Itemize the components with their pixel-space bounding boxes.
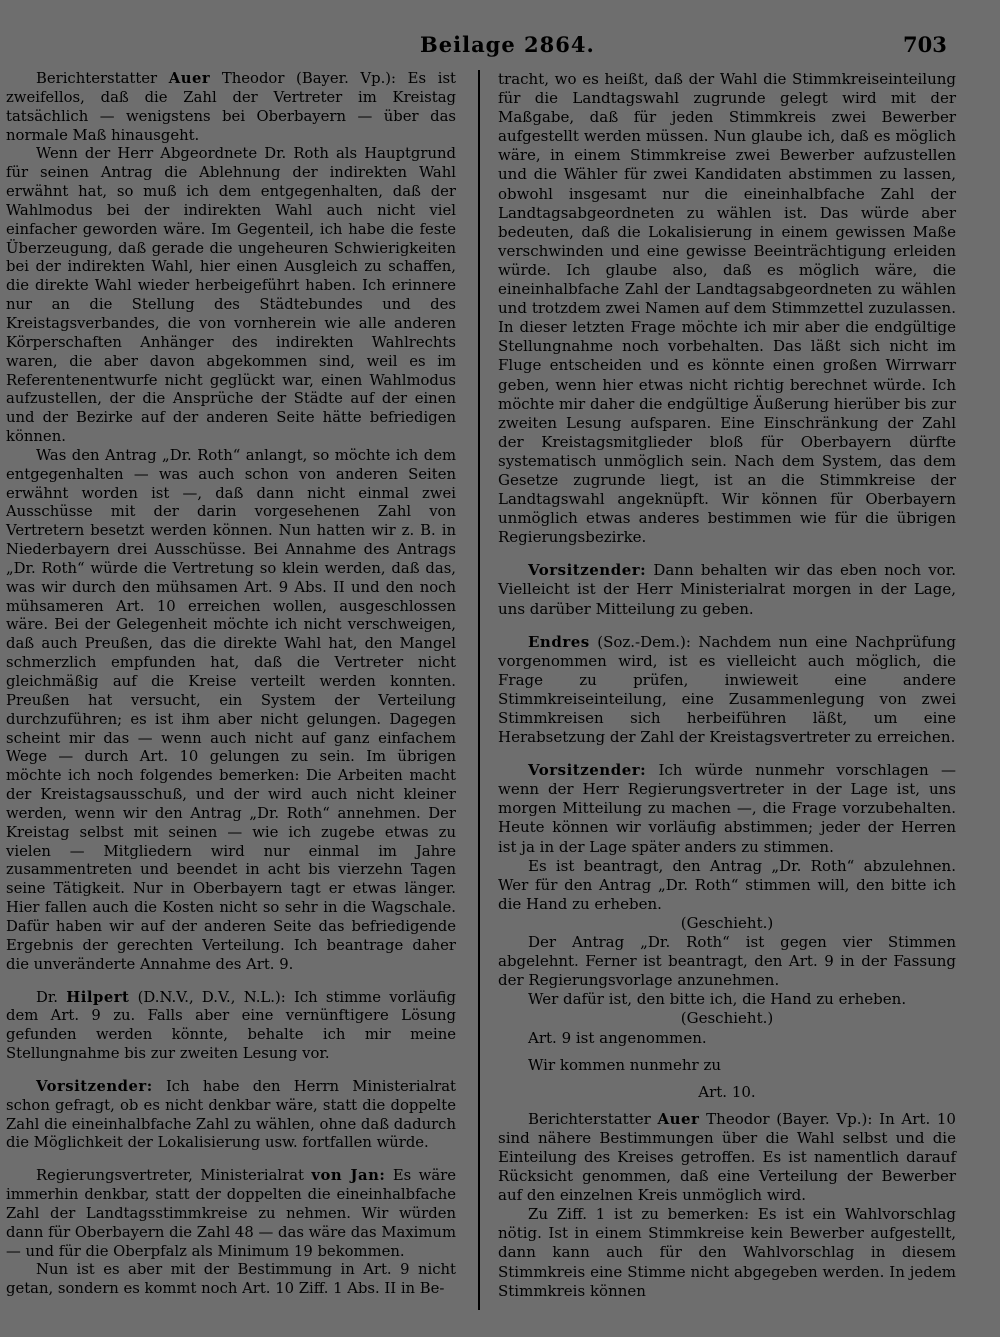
paragraph: [6, 1078, 456, 1153]
speaker-name: Hilpert: [66, 988, 130, 1006]
speaker-name: Auer: [168, 70, 211, 87]
page-number: 703: [903, 32, 947, 57]
header-title: Beilage 2864.: [420, 32, 595, 57]
speaker-title: Dr.: [36, 988, 59, 1006]
article-heading: Art. 10.: [698, 1082, 756, 1101]
speaker-name: Vorsitzender:: [528, 761, 647, 780]
stage-note: (Geschieht.): [680, 1009, 774, 1028]
speaker-name: Vorsitzender:: [528, 561, 647, 580]
paragraph: [6, 989, 456, 1064]
page-header: [0, 28, 1000, 62]
speaker-name: Vorsitzender:: [36, 1077, 153, 1095]
left-column: [6, 70, 456, 1299]
right-column: [498, 70, 956, 1301]
paragraph-text: (D.N.V., D.V., N.L.): Ich stimme vorläufig dem Art. 9 zu. Falls aber eine vernünftigere Lösung gefunden werden könnte, behalte ich mir meine Stellungnahme bis zur zweiten Lesung vor.: [6, 988, 456, 1063]
speaker-name: Endres: [528, 632, 590, 651]
paragraph: Der Antrag „Dr. Roth“ ist gegen vier Stimmen abgelehnt. Ferner ist beantragt, den Art. 9 in der Fassung der Regierungsvorlage anzunehmen.: [498, 933, 956, 990]
paragraph: [498, 1110, 956, 1205]
speaker-role: Berichterstatter: [36, 70, 158, 87]
paragraph: [498, 561, 956, 618]
speaker-role: Berichterstatter: [528, 1109, 651, 1128]
paragraph: Was den Antrag „Dr. Roth“ anlangt, so möchte ich dem entgegenhalten — was auch schon von anderen Seiten erwähnt worden ist —, daß dann nicht einmal zwei Ausschüsse mit der darin vorgesehenen Zahl von Vertretern besetzt werden können. Nun hatten wir z. B. in Niederbayern drei Ausschüsse. Bei Annahme des Antrags „Dr. Roth“ würde die Vertretung so klein werden, daß das, was wir durch den mühsamen Art. 9 Abs. II und den noch mühsameren Art. 10 erreichen wollen, ausgeschlossen wäre. Bei der Gelegenheit möchte ich nicht verschweigen, daß auch Preußen, das die direkte Wahl hat, den Mangel schmerzlich empfunden hat, daß die Vertreter nicht gleichmäßig auf die Kreise verteilt werden konnten. Preußen hat versucht, ein System der Verteilung durchzuführen; es ist ihm aber nicht gelungen. Dagegen scheint mir das — wenn auch nicht auf ganz einfachem Wege — durch Art. 10 gelungen zu sein. Im übrigen möchte ich noch folgendes bemerken: Die Arbeiten macht der Kreistagsausschuß, und der wird auch nicht kleiner werden, wenn wir den Antrag „Dr. Roth“ annehmen. Der Kreistag selbst mit seinen — wie ich zugebe etwas zu vielen — Mitgliedern wird nur einmal im Jahre zusammentreten und beendet in acht bis vierzehn Tagen seine Tätigkeit. Nur in Oberbayern tagt er etwas länger. Hier fallen auch die Kosten nicht so sehr in die Wagschale. Dafür haben wir auf der anderen Seite das befriedigende Ergebnis der gerechten Verteilung. Ich beantrage daher die unveränderte Annahme des Art. 9.: [6, 446, 456, 973]
paragraph-text: Ich habe den Herrn Ministerialrat schon gefragt, ob es nicht denkbar wäre, statt die doppelte Zahl die eineinhalbfache Zahl zu wählen, ohne daß dadurch die Möglichkeit der Lokalisierung usw. fortfallen würde.: [6, 1077, 456, 1152]
column-rule: [478, 70, 480, 1310]
paragraph-text: Ich würde nunmehr vorschlagen — wenn der Herr Regierungsvertreter in der Lage ist, uns morgen Mitteilung zu machen —, die Frage vorzubehalten. Heute können wir vorläufig abstimmen; jeder der Herren ist ja in der Lage später anders zu stimmen.: [498, 761, 956, 856]
paragraph-text: Es wäre immerhin denkbar, statt der doppelten die eineinhalbfache Zahl der Landtagsstimmkreise zu nehmen. Wir würden dann für Oberbayern die Zahl 48 — das wäre das Maximum — und für die Oberpfalz als Minimum 19 bekommen.: [6, 1167, 456, 1260]
paragraph: Wenn der Herr Abgeordnete Dr. Roth als Hauptgrund für seinen Antrag die Ablehnung der indirekten Wahl erwähnt hat, so muß ich dem entgegenhalten, daß der Wahlmodus bei der indirekten Wahl auch nicht viel einfacher geworden wäre. Im Gegenteil, ich habe die feste Überzeugung, daß gerade die ungeheuren Schwierigkeiten bei der indirekten Wahl, hier einen Ausgleich zu schaffen, die direkte Wahl wieder herbeigeführt haben. Ich erinnere nur an die Stellung des Städtebundes und des Kreistagsverbandes, die von vornherein wie alle anderen Körperschaften Anhänger des indirekten Wahlrechts waren, die aber davon abgekommen sind, weil es im Referentenentwurfe nicht geglückt war, einen Wahlmodus aufzustellen, der die Ansprüche der Städte auf der einen und der Bezirke auf der anderen Seite hätte befriedigen können.: [6, 145, 456, 446]
paragraph: Wir kommen nunmehr zu: [528, 1055, 722, 1074]
paragraph: Art. 9 ist angenommen.: [528, 1028, 707, 1047]
paragraph: tracht, wo es heißt, daß der Wahl die Stimmkreiseinteilung für die Landtagswahl zugrunde gelegt wird mit der Maßgabe, daß für jeden Stimmkreis zwei Bewerber aufgestellt werden müssen. Nun glaube ich, daß es möglich wäre, in einem Stimmkreise zwei Bewerber aufzustellen und die Wähler für zwei Kandidaten abstimmen zu lassen, obwohl insgesamt nur die eineinhalbfache Zahl der Landtagsabgeordneten zu wählen ist. Das würde aber bedeuten, daß die Lokalisierung in einem gewissen Maße verschwinden und eine gewisse Beeinträchtigung erleiden würde. Ich glaube also, daß es möglich wäre, die eineinhalbfache Zahl der Landtagsabgeordneten zu wählen und trotzdem zwei Namen auf dem Stimmzettel zuzulassen. In dieser letzten Frage möchte ich mir aber die endgültige Stellungnahme noch vorbehalten. Das läßt sich nicht im Fluge entscheiden und es könnte einen großen Wirrwarr geben, wenn hier etwas nicht richtig berechnet würde. Ich möchte mir daher die endgültige Äußerung hierüber bis zur zweiten Lesung aufsparen. Eine Einschränkung der Zahl der Kreistagsmitglieder bloß für Oberbayern dürfte systematisch unmöglich sein. Nach dem System, das dem Gesetze zugrunde liegt, ist an die Stimmkreise der Landtagswahl angeknüpft. Wir können für Oberbayern unmöglich etwas anderes bestimmen wie für die übrigen Regierungsbezirke.: [498, 70, 956, 547]
paragraph-text: (Soz.-Dem.): Nachdem nun eine Nachprüfung vorgenommen wird, ist es vielleicht auch möglich, die Frage zu prüfen, inwieweit eine andere Stimmkreiseinteilung, eine Zusammenlegung von zwei Stimmkreisen sich herbeiführen läßt, um eine Herabsetzung der Zahl der Kreistagsvertreter zu erreichen.: [498, 632, 956, 747]
speaker-role: Regierungsvertreter, Ministerialrat: [36, 1167, 304, 1185]
paragraph: [498, 633, 956, 748]
paragraph: Es ist beantragt, den Antrag „Dr. Roth“ abzulehnen. Wer für den Antrag „Dr. Roth“ stimmen will, den bitte ich die Hand zu erheben.: [498, 856, 956, 913]
paragraph: [498, 761, 956, 856]
paragraph-text: Dann behalten wir das eben noch vor. Vielleicht ist der Herr Ministerialrat morgen in der Lage, uns darüber Mitteilung zu geben.: [498, 561, 956, 618]
paragraph: [6, 1167, 456, 1261]
paragraph: Nun ist es aber mit der Bestimmung in Art. 9 nicht getan, sondern es kommt noch Art. 10 Ziff. 1 Abs. II in Be-: [6, 1261, 456, 1298]
paragraph: Zu Ziff. 1 ist zu bemerken: Es ist ein Wahlvorschlag nötig. Ist in einem Stimmkreise kein Bewerber aufgestellt, dann kann auch für den Wahlvorschlag in diesem Stimmkreis eine Stimme nicht abgegeben werden. In jedem Stimmkreis können: [498, 1205, 956, 1300]
paragraph: Wer dafür ist, den bitte ich, die Hand zu erheben.: [528, 990, 907, 1009]
paragraph: [6, 70, 456, 145]
stage-note: (Geschieht.): [680, 913, 774, 932]
paragraph-text: Theodor (Bayer. Vp.): In Art. 10 sind nähere Bestimmungen über die Wahl selbst und die Einteilung des Kreises getroffen. Es ist namentlich darauf Rücksicht genommen, daß eine Verteilung der Bewerber auf den einzelnen Kreis unmöglich wird.: [498, 1109, 956, 1205]
paragraph-text: Theodor (Bayer. Vp.): Es ist zweifellos, daß die Zahl der Vertreter im Kreistag tatsächlich — wenigstens bei Oberbayern — über das normale Maß hinausgeht.: [6, 70, 456, 144]
speaker-name: Auer: [657, 1109, 700, 1128]
speaker-name: von Jan:: [311, 1167, 386, 1185]
